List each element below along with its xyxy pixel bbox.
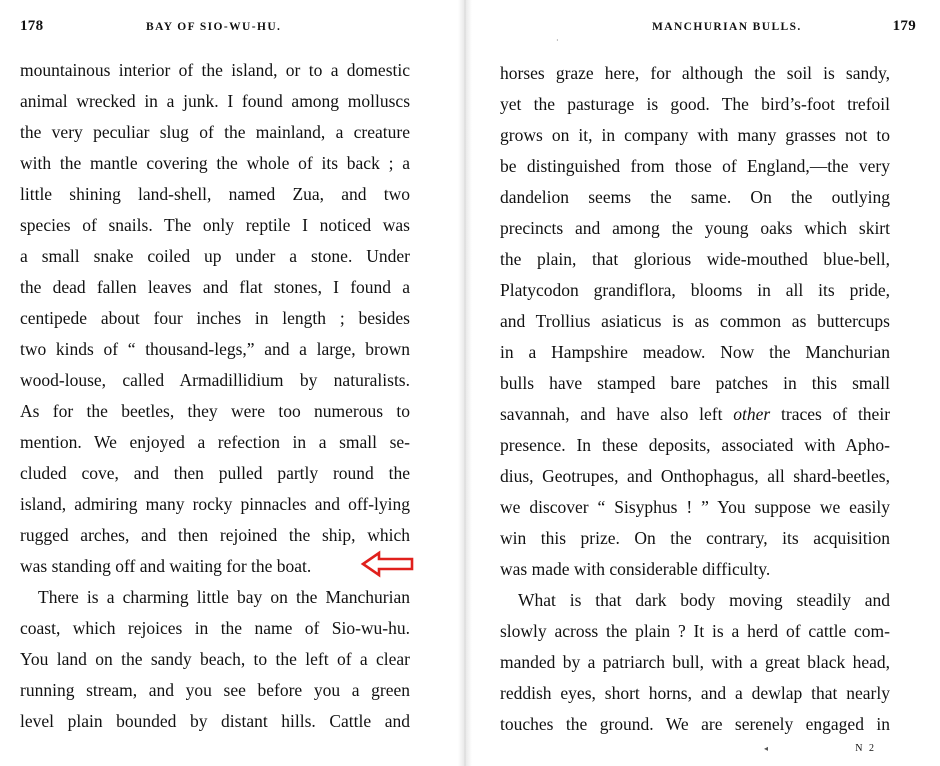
paragraph-end-line: was made with considerable difficulty. [500, 559, 771, 579]
text-segment: traces of their [781, 404, 890, 424]
text-line: level plain bounded by distant hills. Cattle and [20, 711, 410, 731]
left-body-text [20, 55, 410, 737]
paragraph-end-line: was standing off and waiting for the boat. [20, 556, 312, 576]
right-body-text [500, 58, 890, 740]
right-page [472, 0, 940, 766]
left-page-number: 178 [20, 18, 44, 34]
text-line: grows on it, in company with many grasses not to [500, 125, 890, 145]
text-line: little shining land-shell, named Zua, and two [20, 184, 410, 204]
text-line: rugged arches, and then rejoined the ship, which [20, 525, 410, 545]
signature-mark: N 2 [855, 743, 876, 754]
text-line: and Trollius asiaticus is as common as buttercups [500, 311, 890, 331]
text-line: precincts and among the young oaks which skirt [500, 218, 890, 238]
text-line: As for the beetles, they were too numerous to [20, 401, 410, 421]
paragraph-start-line: There is a charming little bay on the Manchurian [38, 587, 410, 607]
text-line: manded by a patriarch bull, with a great black head, [500, 652, 890, 672]
text-line: be distinguished from those of England,—the very [500, 156, 890, 176]
text-line: coast, which rejoices in the name of Sio-wu-hu. [20, 618, 410, 638]
text-line: slowly across the plain ? It is a herd of cattle com- [500, 621, 890, 641]
right-running-head [490, 18, 920, 40]
page-gutter [458, 0, 472, 766]
text-line: species of snails. The only reptile I noticed was [20, 215, 410, 235]
text-line: touches the ground. We are serenely engaged in [500, 714, 890, 734]
text-line: we discover “ Sisyphus ! ” You suppose we easily [500, 497, 890, 517]
text-line: dius, Geotrupes, and Onthophagus, all shard-beetles, [500, 466, 890, 486]
text-line: island, admiring many rocky pinnacles and off-lying [20, 494, 410, 514]
left-page [0, 0, 458, 766]
red-arrow-annotation-icon [360, 550, 416, 578]
text-line: the dead fallen leaves and flat stones, I found a [20, 277, 410, 297]
text-line: in a Hampshire meadow. Now the Manchurian [500, 342, 890, 362]
print-speck: ◂ [764, 744, 769, 753]
text-line: Platycodon grandiflora, blooms in all its pride, [500, 280, 890, 300]
text-segment: savannah, and have also left [500, 404, 723, 424]
text-line: dandelion seems the same. On the outlying [500, 187, 890, 207]
print-speck: · [556, 36, 559, 45]
text-line: win this prize. On the contrary, its acquisition [500, 528, 890, 548]
text-line-with-italic [500, 399, 890, 430]
text-line: wood-louse, called Armadillidium by naturalists. [20, 370, 410, 390]
text-line: You land on the sandy beach, to the left of a clear [20, 649, 410, 669]
text-line: horses graze here, for although the soil is sandy, [500, 63, 890, 83]
paragraph-start-line: What is that dark body moving steadily and [518, 590, 890, 610]
text-line: the plain, that glorious wide-mouthed blue-bell, [500, 249, 890, 269]
text-line: the very peculiar slug of the mainland, a creature [20, 122, 410, 142]
left-running-title: BAY OF SIO-WU-HU. [146, 21, 282, 33]
text-line: cluded cove, and then pulled partly round the [20, 463, 410, 483]
right-page-number: 179 [892, 18, 916, 34]
text-line: centipede about four inches in length ; besides [20, 308, 410, 328]
left-running-head [20, 18, 438, 40]
text-line: mention. We enjoyed a refection in a small se- [20, 432, 410, 452]
italic-word: other [733, 404, 771, 424]
text-line: animal wrecked in a junk. I found among molluscs [20, 91, 410, 111]
text-line: mountainous interior of the island, or to a domestic [20, 60, 410, 80]
text-line: with the mantle covering the whole of its back ; a [20, 153, 410, 173]
right-running-title: MANCHURIAN BULLS. [652, 21, 802, 33]
text-line: a small snake coiled up under a stone. Under [20, 246, 410, 266]
text-line: reddish eyes, short horns, and a dewlap that nearly [500, 683, 890, 703]
text-line: running stream, and you see before you a green [20, 680, 410, 700]
text-line: yet the pasturage is good. The bird’s-foot trefoil [500, 94, 890, 114]
text-line: two kinds of “ thousand-legs,” and a large, brown [20, 339, 410, 359]
text-line: bulls have stamped bare patches in this small [500, 373, 890, 393]
text-line: presence. In these deposits, associated with Apho- [500, 435, 890, 455]
